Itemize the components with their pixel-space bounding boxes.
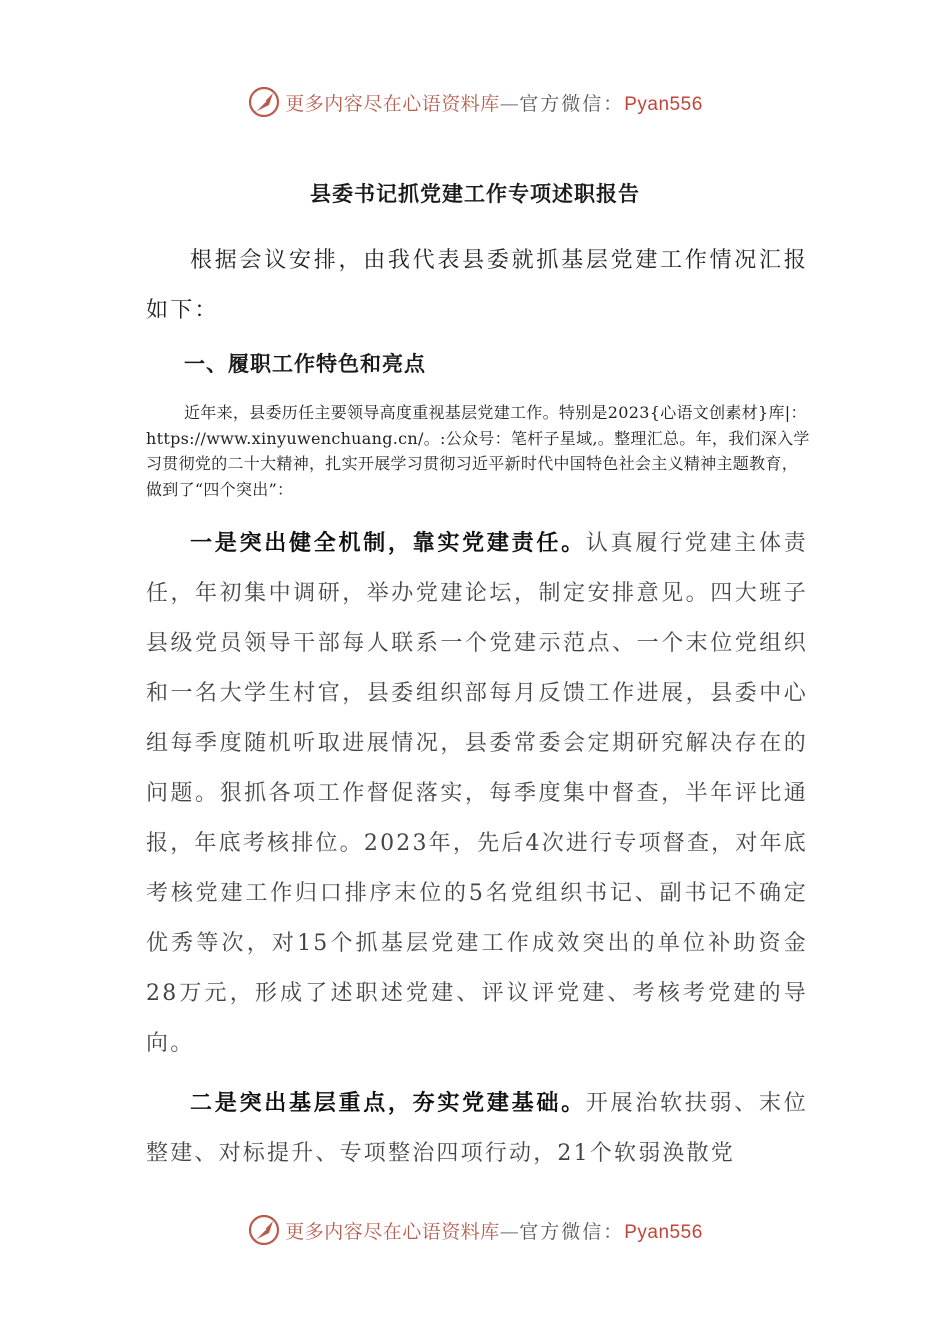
banner-wechat-label: 官方微信：: [519, 92, 625, 115]
point2-lead: 二是突出基层重点，夯实党建基础。: [190, 1090, 586, 1116]
banner-wechat-label: 官方微信：: [519, 1220, 625, 1243]
point1-lead: 一是突出健全机制，靠实党建责任。: [190, 530, 586, 556]
point1-paragraph: [146, 518, 808, 1069]
document-title: 县委书记抓党建工作专项述职报告: [310, 181, 640, 206]
banner-wechat-id: Pyan556: [624, 93, 703, 115]
footer-watermark-banner: [0, 1210, 950, 1250]
banner-site: 更多内容尽在心语资料库: [285, 1220, 500, 1243]
intro-paragraph: 根据会议安排，由我代表县委就抓基层党建工作情况汇报如下：: [146, 248, 808, 323]
quill-logo-icon: [247, 1213, 281, 1247]
point2-body: 开展治软扶弱、末位整建、对标提升、专项整治四项行动，21个软弱涣散党: [146, 1091, 808, 1166]
banner-text: [285, 89, 703, 116]
point2-paragraph: [146, 1078, 808, 1179]
section1-heading: 一、履职工作特色和亮点: [184, 351, 426, 376]
point1-body: 认真履行党建主体责任，年初集中调研，举办党建论坛，制定安排意见。四大班子县级党员领导干部每人联系一个党建示范点、一个末位党组织和一名大学生村官，县委组织部每月反馈工作进展，县委中心组每季度随机听取进展情况，县委常委会定期研究解决存在的问题。狠抓各项工作督促落实，每季度集中督查，半年评比通报，年底考核排位。2023年，先后4次进行专项督查，对年底考核党建工作归口排序末位的5名党组织书记、副书记不确定优秀等次，对15个抓基层党建工作成效突出的单位补助资金28万元，形成了述职述党建、评议评党建、考核考党建的导向。: [146, 531, 808, 1056]
header-watermark-banner: [0, 82, 950, 122]
section1-note: 近年来，县委历任主要领导高度重视基层党建工作。特别是2023{心语文创素材}库|：https://www.xinyuwenchuang.cn/。:公众号：笔杆子星域,。整理汇总。年，我们深入学习贯彻党的二十大精神，扎实开展学习贯彻习近平新时代中国特色社会主义精神主题教育，做到了“四个突出”：: [146, 403, 810, 499]
banner-text: [285, 1217, 703, 1244]
quill-logo-icon: [247, 85, 281, 119]
banner-dash: —: [499, 92, 520, 115]
banner-dash: —: [499, 1220, 520, 1243]
banner-site: 更多内容尽在心语资料库: [285, 92, 500, 115]
banner-wechat-id: Pyan556: [624, 1221, 703, 1243]
